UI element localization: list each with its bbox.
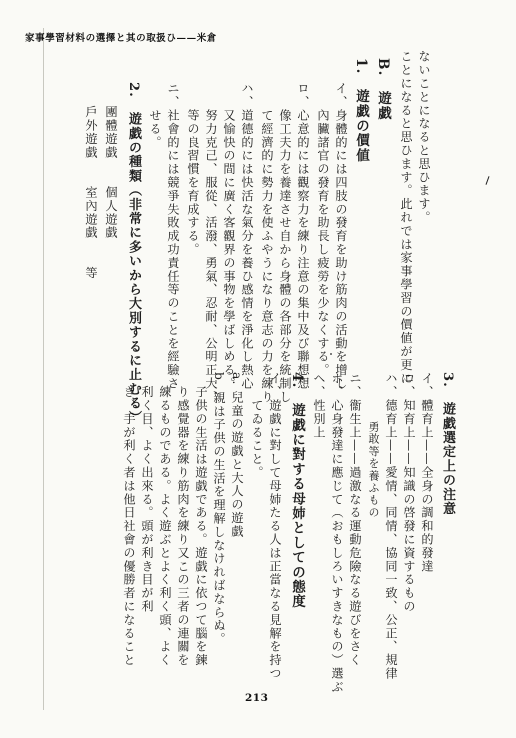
text-column: き、手が利く者は他日社會の優勝者になること [122,372,136,667]
text-column: イ、體育上——全身の調和的發達 [420,372,434,573]
subsection-heading: 3. 遊戯選定上の注意 [440,372,455,516]
print-speck [330,353,332,355]
text-column: 又愉快の間に廣く客觀界の事物を學ばしめる。 [222,82,236,391]
text-column: 練るものである。よく遊ぶとよく利く頭、よく [158,372,172,667]
section-heading: B. 遊戯 [375,58,391,121]
running-header: 家事學習材料の選擇と其の取扱ひ——米倉 [25,33,217,44]
subsection-heading: 2. 遊戯の種類（非常に多いから大別するに止むる） [126,82,141,425]
text-column: てゐること。 [250,372,264,480]
text-column: b. 親は子供の生活を理解しなければならぬ。 [212,372,226,646]
text-column: ニ、衞生上——過激なる運動危險なる遊びをさく [348,372,362,667]
text-column: イ、身體的には四肢の發育を助け筋肉の活動を增し [334,82,348,391]
text-column: 勇敢等を養ふもの [367,372,380,519]
text-column: a. 兒童の遊戯と大人の遊戯 [230,372,244,539]
text-column: り感覺器を練り筋肉を練り又この三者の連關を [176,372,190,667]
subsection-heading: 1. 遊戯の價値 [353,58,369,163]
text-column: ハ、道德的には快活な氣分を養ひ感情を淨化し熱心 [240,82,254,391]
subsection-heading: 4. 遊戯に對する母姉としての態度 [289,372,305,609]
text-column: 像工夫力を養達させ自から身體の各部分を統制し [278,82,292,404]
text-column: ロ、知育上——知識の啓發に資するもの [402,372,416,614]
text-column: ニ、社會的には競爭失敗成功責任等のことを經驗さ [166,82,180,391]
text-column: ホ、心身發達に應じて（おもしろいすきなもの）選ぶ [330,372,344,694]
text-column: 努力克己、服從、活潑、勇氣、忍耐、公明正大、 [204,82,218,404]
text-column: 戶外遊戯 室內遊戯 等 [84,92,98,280]
text-column: ロ、心意的には觀察力を練り注意の集中及び聯想想 [296,82,310,391]
page-number: 213 [245,692,269,704]
text-column: 內臟諸官の發育を助長し疲勞を少なくする。 [316,82,330,377]
text-column: て經濟的に勢力を使ふやうになり意志の力を練り [260,82,274,404]
text-column: 子供の生活は遊戯である。遊戯に依つて腦を鍊 [194,372,208,667]
text-column: ヘ、性別上 [312,372,326,439]
text-column: ことになると思ひます。此れでは家事學習の價値が更に [399,50,413,385]
text-column: 利く目、よく出來る。頭が利き目が利 [140,372,154,614]
text-column: ないことになると思ひます。 [417,50,431,225]
text-column: ハ、德育上——愛情、同情、協同一致、公正、規律 [384,372,398,681]
margin-mark [485,176,489,185]
text-column: 等の良習慣を育成する。 [186,82,200,257]
text-column: イ、遊戯に對して母姉たる人は正當なる見解を持つ [268,372,282,681]
text-column: 團體遊戯 個人遊戯 [104,92,118,240]
text-column: せる。 [148,82,162,149]
